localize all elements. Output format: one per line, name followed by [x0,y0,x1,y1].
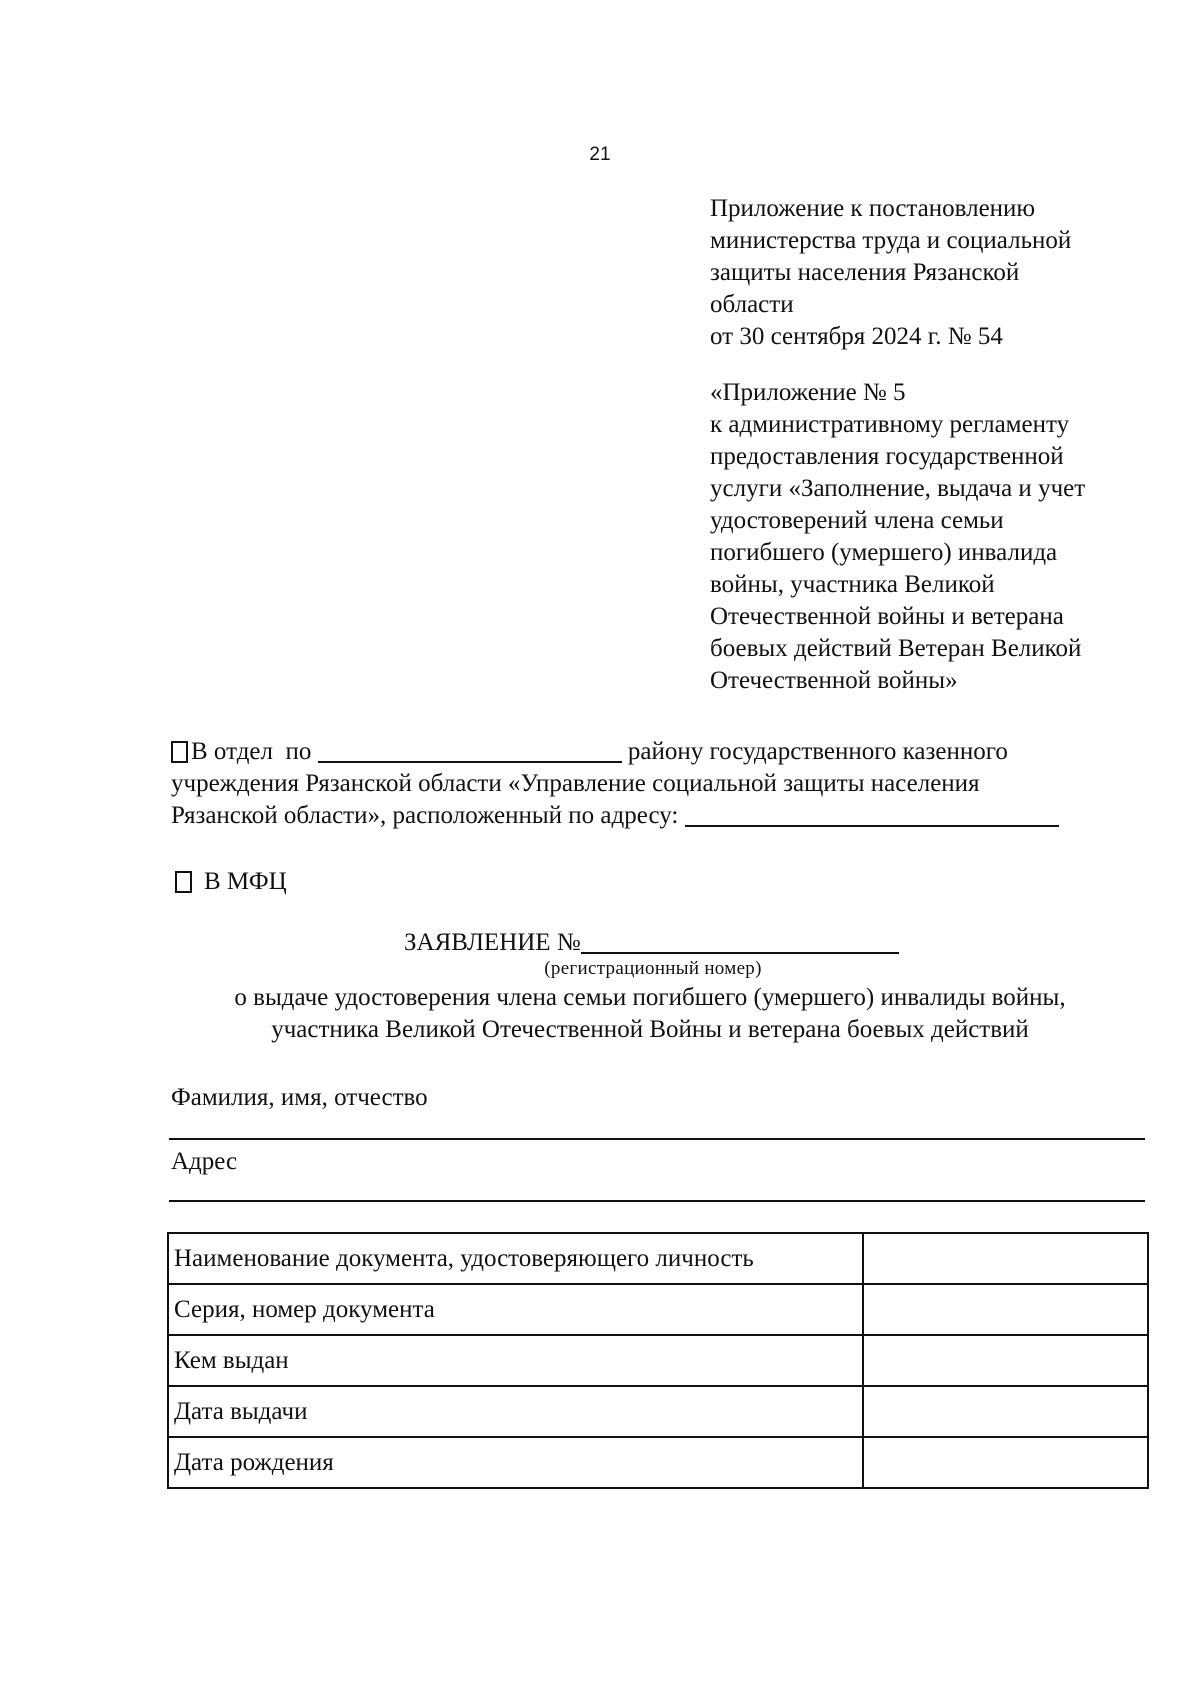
table-row [168,1335,1148,1386]
subject-line: о выдаче удостоверения члена семьи погибшего (умершего) инвалиды войны, [234,984,1066,1011]
table-cell-label: Кем выдан [168,1335,863,1386]
table-cell-input[interactable] [863,1233,1148,1284]
table-cell-input[interactable] [863,1437,1148,1488]
annex-header-line: защиты населения Рязанской [710,259,1020,286]
appendix-line: погибшего (умершего) инвалида [710,539,1058,566]
mfc-option [175,866,287,898]
application-title: ЗАЯВЛЕНИЕ № [404,929,581,956]
address-label: Адрес [171,1148,238,1175]
annex-header-line: от 30 сентября 2024 г. № 54 [710,323,1003,350]
annex-header-line: Приложение к постановлению [710,195,1036,222]
appendix-line: Отечественной войны» [710,667,958,694]
appendix-line: «Приложение № 5 [710,379,906,406]
office-address-input[interactable] [685,801,1059,827]
full-name-label: Фамилия, имя, отчество [171,1084,428,1111]
appendix-line: боевых действий Ветеран Великой [710,635,1082,662]
office-prefix: В отдел по [191,738,312,765]
annex-block [710,193,1180,697]
district-input[interactable] [318,737,622,763]
table-row [168,1437,1148,1488]
destination-address-line [171,800,1131,832]
registration-number-caption: (регистрационный номер) [544,958,762,979]
table-cell-label: Дата рождения [168,1437,863,1488]
page-number: 21 [589,144,611,165]
destination-office-line [171,736,1131,768]
table-cell-label: Серия, номер документа [168,1284,863,1335]
appendix-line: удостоверений члена семьи [710,507,1004,534]
table-cell-input[interactable] [863,1386,1148,1437]
annex-header-line: области [710,291,794,318]
table-cell-label: Дата выдачи [168,1386,863,1437]
table-cell-input[interactable] [863,1284,1148,1335]
appendix-line: Отечественной войны и ветерана [710,603,1064,630]
destination-block [171,736,1131,832]
full-name-input[interactable] [169,1138,1145,1140]
address-input[interactable] [169,1200,1145,1202]
table-row [168,1233,1148,1284]
application-title-row [404,927,899,959]
destination-line-2: учреждения Рязанской области «Управление социальной защиты населения [171,770,980,797]
registration-number-input[interactable] [581,928,899,954]
destination-line-3: Рязанской области», расположенный по адресу: [171,802,679,829]
office-suffix: району государственного казенного [627,738,1008,765]
application-subject [150,982,1150,1046]
appendix-line: услуги «Заполнение, выдача и учет [710,475,1086,502]
subject-line: участника Великой Отечественной Войны и ветерана боевых действий [271,1016,1029,1043]
identity-document-table [167,1232,1149,1489]
spacer [710,353,1180,377]
mfc-checkbox[interactable] [175,871,192,893]
annex-header-line: министерства труда и социальной [710,227,1072,254]
appendix-line: предоставления государственной [710,443,1064,470]
appendix-line: войны, участника Великой [710,571,995,598]
table-cell-input[interactable] [863,1335,1148,1386]
table-row [168,1284,1148,1335]
mfc-label: В МФЦ [204,868,287,895]
table-row [168,1386,1148,1437]
appendix-line: к административному регламенту [710,411,1070,438]
table-cell-label: Наименование документа, удостоверяющего личность [168,1233,863,1284]
office-checkbox[interactable] [171,741,188,763]
